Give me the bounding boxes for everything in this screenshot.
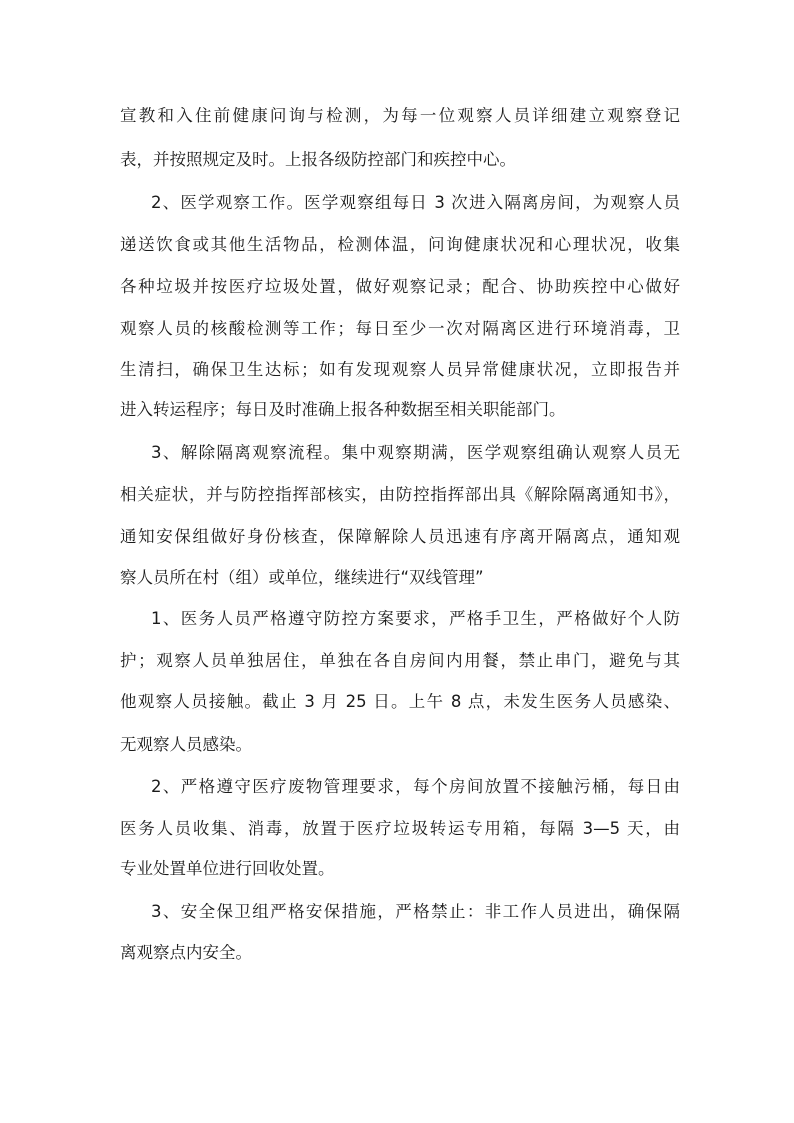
text-line: 无观察人员感染。 bbox=[120, 735, 252, 754]
text-line: 3、安全保卫组严格安保措施，严格禁止：非工作人员进出，确保隔 bbox=[151, 902, 680, 921]
text-line: 离观察点内安全。 bbox=[120, 943, 252, 962]
text-line: 专业处置单位进行回收处置。 bbox=[120, 859, 335, 878]
text-line: 2、医学观察工作。医学观察组每日 3 次进入隔离房间，为观察人员 bbox=[151, 193, 680, 212]
text-line: 生清扫，确保卫生达标；如有发现观察人员异常健康状况，立即报告并 bbox=[120, 360, 680, 379]
text-line: 1、医务人员严格遵守防控方案要求，严格手卫生，严格做好个人防 bbox=[151, 609, 680, 628]
text-line: 医务人员收集、消毒，放置于医疗垃圾转运专用箱，每隔 3—5 天，由 bbox=[120, 819, 680, 838]
text-line: 通知安保组做好身份核查，保障解除人员迅速有序离开隔离点，通知观 bbox=[120, 527, 680, 546]
text-line: 察人员所在村（组）或单位，继续进行“双线管理” bbox=[120, 568, 484, 587]
text-line: 2、严格遵守医疗废物管理要求，每个房间放置不接触污桶，每日由 bbox=[151, 777, 680, 796]
text-line: 3、解除隔离观察流程。集中观察期满，医学观察组确认观察人员无 bbox=[151, 443, 680, 462]
text-line: 护；观察人员单独居住，单独在各自房间内用餐，禁止串门，避免与其 bbox=[120, 651, 680, 670]
text-line: 表，并按照规定及时。上报各级防控部门和疾控中心。 bbox=[120, 150, 516, 169]
text-line: 观察人员的核酸检测等工作；每日至少一次对隔离区进行环境消毒，卫 bbox=[120, 319, 680, 338]
text-line: 他观察人员接触。截止 3 月 25 日。上午 8 点，未发生医务人员感染、 bbox=[120, 692, 680, 711]
text-line: 相关症状，并与防控指挥部核实，由防控指挥部出具《解除隔离通知书》， bbox=[120, 485, 680, 504]
text-line: 进入转运程序；每日及时准确上报各种数据至相关职能部门。 bbox=[120, 400, 566, 419]
text-line: 递送饮食或其他生活物品，检测体温，问询健康状况和心理状况，收集 bbox=[120, 235, 680, 254]
text-line: 各种垃圾并按医疗垃圾处置，做好观察记录；配合、协助疾控中心做好 bbox=[120, 277, 680, 296]
text-line: 宣教和入住前健康问询与检测，为每一位观察人员详细建立观察登记 bbox=[120, 106, 680, 125]
